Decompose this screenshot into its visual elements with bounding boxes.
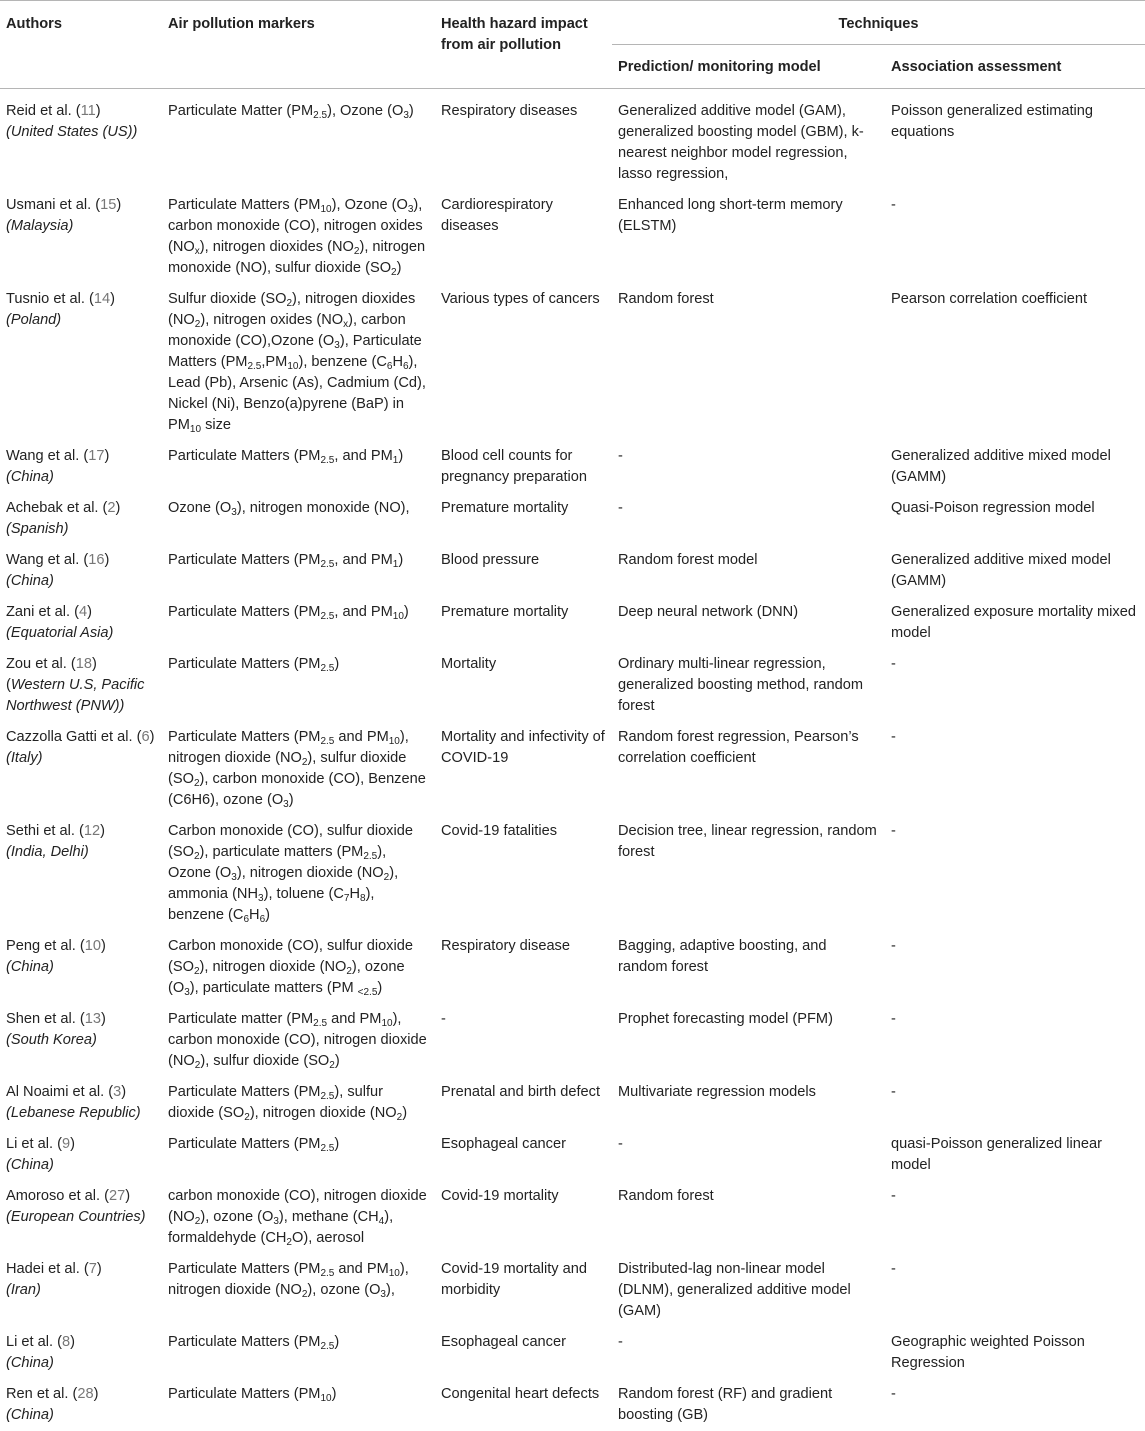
cell-author: Zani et al. (4) (Equatorial Asia): [0, 597, 162, 649]
cell-association: -: [885, 1004, 1145, 1077]
cell-association: -: [885, 1379, 1145, 1431]
reference-number: 14: [94, 291, 110, 307]
author-name: Tusnio et al. (: [6, 291, 94, 307]
cell-markers: Particulate Matters ($PM_{2.5}$, and $PM_{10}$): [162, 597, 435, 649]
cell-author: Shen et al. (13) (South Korea): [0, 1004, 162, 1077]
cell-markers: Particulate Matters ($PM_{2.5}$, and $PM_1$): [162, 441, 435, 493]
cell-markers: Particulate Matters ($PM_{2.5}$ and $PM_{10}$), nitrogen dioxide $(NO_2)$, sulfur dioxide $(SO_2)$, carbon monoxide (CO), Benzene (C6H6), ozone $(O_3)$: [162, 722, 435, 816]
header-markers: Air pollution markers: [162, 1, 435, 89]
cell-markers: Particulate Matters $(PM_{2.5})$: [162, 1327, 435, 1379]
cell-markers: carbon monoxide (CO), nitrogen dioxide $(NO_2)$, ozone $(O_3)$, methane $(CH_4)$, formaldehyde $(CH_2O)$, aerosol: [162, 1181, 435, 1254]
table-row: [0, 816, 1145, 931]
cell-author: Al Noaimi et al. (3) (Lebanese Republic): [0, 1077, 162, 1129]
cell-author: Tusnio et al. (14) (Poland): [0, 284, 162, 441]
country: (South Korea): [6, 1032, 97, 1048]
header-impact: Health hazard impact from air pollution: [435, 1, 612, 89]
author-name: Hadei et al. (: [6, 1261, 89, 1277]
cell-markers: Particulate Matters $(PM_{10})$: [162, 1379, 435, 1431]
cell-markers: Particulate Matters $(PM_{10})$, Ozone $(O_3)$, carbon monoxide (CO), nitrogen oxides $(NO_x)$, nitrogen dioxides $(NO_2)$, nitrogen monoxide (NO), sulfur dioxide $(SO_2)$: [162, 190, 435, 284]
country: (Malaysia): [6, 218, 73, 234]
table-row: [0, 1254, 1145, 1327]
cell-prediction: Multivariate regression models: [612, 1077, 885, 1129]
header-prediction: Prediction/ monitoring model: [612, 45, 885, 89]
country: (Lebanese Republic): [6, 1105, 141, 1121]
cell-prediction: Ordinary multi-linear regression, generalized boosting method, random forest: [612, 649, 885, 722]
cell-association: -: [885, 722, 1145, 816]
cell-association: Poisson generalized estimating equations: [885, 89, 1145, 191]
cell-author: Wang et al. (16) (China): [0, 545, 162, 597]
reference-number: 11: [81, 103, 96, 119]
cell-impact: Esophageal cancer: [435, 1129, 612, 1181]
cell-prediction: Random forest: [612, 284, 885, 441]
reference-number: 15: [100, 197, 116, 213]
country: (Iran): [6, 1282, 41, 1298]
cell-markers: Particulate Matters $(PM_{2.5})$: [162, 649, 435, 722]
country: (European Countries): [6, 1209, 146, 1225]
cell-prediction: Random forest (RF) and gradient boosting (GB): [612, 1379, 885, 1431]
author-name: Sethi et al. (: [6, 823, 84, 839]
cell-prediction: -: [612, 441, 885, 493]
country: (China): [6, 573, 54, 589]
cell-association: Generalized exposure mortality mixed model: [885, 597, 1145, 649]
cell-markers: Particulate Matters ($PM_{2.5}$ and $PM_{10}$), nitrogen dioxide $(NO_2)$, ozone $(O_3)$,: [162, 1254, 435, 1327]
cell-association: Generalized additive mixed model (GAMM): [885, 441, 1145, 493]
author-name: Wang et al. (: [6, 448, 88, 464]
cell-impact: -: [435, 1004, 612, 1077]
cell-impact: Mortality: [435, 649, 612, 722]
table-row: [0, 931, 1145, 1004]
cell-association: Quasi-Poison regression model: [885, 493, 1145, 545]
cell-prediction: -: [612, 493, 885, 545]
country: (Spanish): [6, 521, 68, 537]
table-row: [0, 545, 1145, 597]
author-name: Li et al. (: [6, 1136, 62, 1152]
table-row: [0, 1077, 1145, 1129]
author-name: Wang et al. (: [6, 552, 88, 568]
cell-author: Li et al. (8) (China): [0, 1327, 162, 1379]
country: (Italy): [6, 750, 42, 766]
author-name: Shen et al. (: [6, 1011, 85, 1027]
country: (Poland): [6, 312, 61, 328]
cell-markers: Particulate Matters ($PM_{2.5}$, and $PM_1$): [162, 545, 435, 597]
reference-number: 16: [88, 552, 104, 568]
cell-author: Cazzolla Gatti et al. (6) (Italy): [0, 722, 162, 816]
author-name: Usmani et al. (: [6, 197, 100, 213]
table-row: [0, 1327, 1145, 1379]
cell-markers: Particulate Matters $(PM_{2.5})$: [162, 1129, 435, 1181]
author-name: Achebak et al. (: [6, 500, 107, 516]
table-row: [0, 190, 1145, 284]
country: (China): [6, 1407, 54, 1423]
cell-markers: Carbon monoxide (CO), sulfur dioxide $(SO_2)$, particulate matters $(PM_{2.5})$, Ozone $(O_3)$, nitrogen dioxide $(NO_2)$, ammonia $(NH_3)$, toluene $(C_7H_8)$, benzene $(C_6H_6)$: [162, 816, 435, 931]
reference-number: 10: [85, 938, 101, 954]
table-row: [0, 441, 1145, 493]
cell-association: -: [885, 649, 1145, 722]
table-row: [0, 1129, 1145, 1181]
cell-association: -: [885, 1254, 1145, 1327]
cell-author: Amoroso et al. (27) (European Countries): [0, 1181, 162, 1254]
cell-markers: Carbon monoxide (CO), sulfur dioxide $(SO_2)$, nitrogen dioxide $(NO_2)$, ozone $(O_3)$, particulate matters (PM $_{<2.5}$): [162, 931, 435, 1004]
reference-number: 9: [62, 1136, 70, 1152]
reference-number: 13: [85, 1011, 101, 1027]
cell-author: Usmani et al. (15) (Malaysia): [0, 190, 162, 284]
country: (United States (US)): [6, 124, 137, 140]
cell-prediction: Distributed-lag non-linear model (DLNM), generalized additive model (GAM): [612, 1254, 885, 1327]
reference-number: 27: [109, 1188, 125, 1204]
cell-association: -: [885, 1077, 1145, 1129]
cell-impact: Congenital heart defects: [435, 1379, 612, 1431]
cell-author: Peng et al. (10) (China): [0, 931, 162, 1004]
table-row: [0, 89, 1145, 191]
cell-association: -: [885, 816, 1145, 931]
cell-markers: Particulate Matter $(PM_{2.5})$, Ozone $(O_3)$: [162, 89, 435, 191]
cell-prediction: Generalized additive model (GAM), generalized boosting model (GBM), k-nearest neighbor model regression, lasso regression,: [612, 89, 885, 191]
header-techniques: Techniques: [612, 1, 1145, 45]
cell-prediction: Random forest: [612, 1181, 885, 1254]
cell-markers: Ozone $(O_3)$, nitrogen monoxide (NO),: [162, 493, 435, 545]
author-name: Peng et al. (: [6, 938, 85, 954]
cell-prediction: -: [612, 1129, 885, 1181]
reference-number: 6: [141, 729, 149, 745]
table-row: [0, 1379, 1145, 1431]
cell-impact: Covid-19 mortality and morbidity: [435, 1254, 612, 1327]
cell-prediction: Deep neural network (DNN): [612, 597, 885, 649]
table-row: [0, 284, 1145, 441]
cell-prediction: Decision tree, linear regression, random forest: [612, 816, 885, 931]
table-row: [0, 649, 1145, 722]
table-row: [0, 597, 1145, 649]
cell-author: Hadei et al. (7) (Iran): [0, 1254, 162, 1327]
cell-prediction: Random forest regression, Pearson’s correlation coefficient: [612, 722, 885, 816]
cell-impact: Blood cell counts for pregnancy preparation: [435, 441, 612, 493]
cell-author: Reid et al. (11) (United States (US)): [0, 89, 162, 191]
table-row: [0, 722, 1145, 816]
reference-number: 8: [62, 1334, 70, 1350]
country: (China): [6, 1355, 54, 1371]
author-name: Ren et al. (: [6, 1386, 77, 1402]
header-authors: Authors: [0, 1, 162, 89]
cell-impact: Covid-19 fatalities: [435, 816, 612, 931]
country: (China): [6, 959, 54, 975]
cell-author: Li et al. (9) (China): [0, 1129, 162, 1181]
country: (China): [6, 469, 54, 485]
cell-prediction: Bagging, adaptive boosting, and random forest: [612, 931, 885, 1004]
cell-markers: Particulate matter ($PM_{2.5}$ and $PM_{10}$), carbon monoxide (CO), nitrogen dioxide $(NO_2)$, sulfur dioxide $(SO_2)$: [162, 1004, 435, 1077]
table-body: [0, 89, 1145, 1431]
cell-impact: Respiratory diseases: [435, 89, 612, 191]
author-name: Zou et al. (: [6, 656, 76, 672]
cell-prediction: -: [612, 1327, 885, 1379]
cell-association: -: [885, 190, 1145, 284]
cell-impact: Covid-19 mortality: [435, 1181, 612, 1254]
cell-markers: Sulfur dioxide $(SO_2)$, nitrogen dioxides $(NO_2)$, nitrogen oxides $(NO_x)$, carbon monoxide (CO),Ozone $(O_3)$, Particulate Matters $(PM_{2.5},PM_{10})$, benzene $(C_6H_6)$, Lead (Pb), Arsenic (As), Cadmium (Cd), Nickel (Ni), Benzo(a)pyrene (BaP) in $PM_{10}$ size: [162, 284, 435, 441]
author-name: Al Noaimi et al. (: [6, 1084, 113, 1100]
cell-impact: Cardiorespiratory diseases: [435, 190, 612, 284]
cell-impact: Blood pressure: [435, 545, 612, 597]
table-header: [0, 1, 1145, 89]
cell-association: -: [885, 931, 1145, 1004]
cell-author: Wang et al. (17) (China): [0, 441, 162, 493]
cell-association: quasi-Poisson generalized linear model: [885, 1129, 1145, 1181]
table-row: [0, 493, 1145, 545]
cell-impact: Respiratory disease: [435, 931, 612, 1004]
cell-markers: Particulate Matters $(PM_{2.5})$, sulfur dioxide $(SO_2)$, nitrogen dioxide $(NO_2)$: [162, 1077, 435, 1129]
reference-number: 3: [113, 1084, 121, 1100]
cell-author: Ren et al. (28) (China): [0, 1379, 162, 1431]
cell-impact: Prenatal and birth defect: [435, 1077, 612, 1129]
cell-impact: Mortality and infectivity of COVID-19: [435, 722, 612, 816]
cell-prediction: Random forest model: [612, 545, 885, 597]
author-name: Zani et al. (: [6, 604, 79, 620]
cell-association: Generalized additive mixed model (GAMM): [885, 545, 1145, 597]
cell-impact: Various types of cancers: [435, 284, 612, 441]
reference-number: 28: [77, 1386, 93, 1402]
cell-impact: Esophageal cancer: [435, 1327, 612, 1379]
table-row: [0, 1181, 1145, 1254]
country: (China): [6, 1157, 54, 1173]
cell-author: Zou et al. (18) (Western U.S, Pacific Northwest (PNW)): [0, 649, 162, 722]
author-name: Cazzolla Gatti et al. (: [6, 729, 141, 745]
header-association: Association assessment: [885, 45, 1145, 89]
author-name: Reid et al. (: [6, 103, 81, 119]
cell-association: -: [885, 1181, 1145, 1254]
reference-number: 2: [107, 500, 115, 516]
reference-number: 4: [79, 604, 87, 620]
cell-prediction: Enhanced long short-term memory (ELSTM): [612, 190, 885, 284]
country: (India, Delhi): [6, 844, 89, 860]
reference-number: 7: [89, 1261, 97, 1277]
cell-impact: Premature mortality: [435, 597, 612, 649]
cell-prediction: Prophet forecasting model (PFM): [612, 1004, 885, 1077]
reference-number: 17: [88, 448, 104, 464]
cell-author: Achebak et al. (2) (Spanish): [0, 493, 162, 545]
reference-number: 18: [76, 656, 92, 672]
country: (Western U.S, Pacific Northwest (PNW)): [6, 677, 144, 714]
cell-impact: Premature mortality: [435, 493, 612, 545]
cell-author: Sethi et al. (12) (India, Delhi): [0, 816, 162, 931]
cell-association: Geographic weighted Poisson Regression: [885, 1327, 1145, 1379]
cell-association: Pearson correlation coefficient: [885, 284, 1145, 441]
reference-number: 12: [84, 823, 100, 839]
country: (Equatorial Asia): [6, 625, 113, 641]
author-name: Li et al. (: [6, 1334, 62, 1350]
table-row: [0, 1004, 1145, 1077]
author-name: Amoroso et al. (: [6, 1188, 109, 1204]
